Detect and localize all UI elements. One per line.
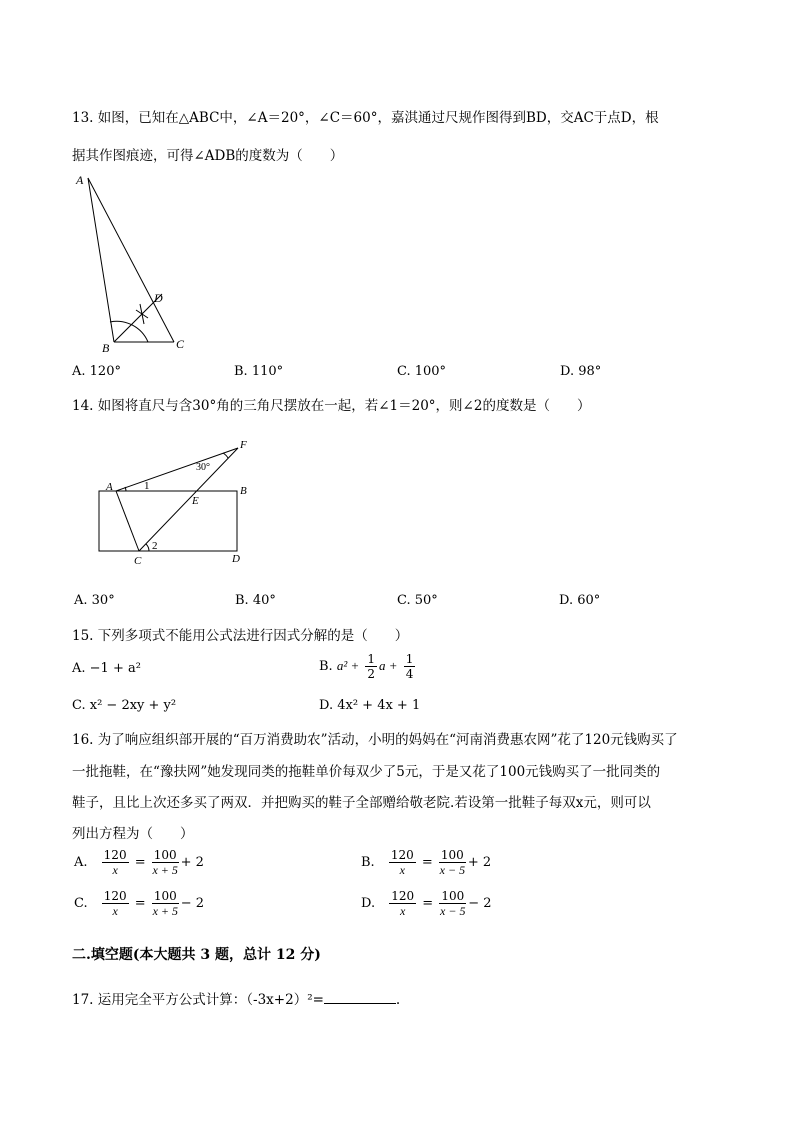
q13-option-a: A. 120° <box>72 364 121 379</box>
q15-option-b: B. a² + $\frac{1}{2}$ a + $\frac{1}{4}$ <box>319 652 414 681</box>
q16-option-b: B. $\frac{120}{x}$ = $\frac{100}{x - 5}$ + 2 <box>361 848 492 877</box>
q13-triangle-figure <box>68 168 198 354</box>
construction-cross <box>136 304 148 324</box>
label-angle-1: 1 <box>144 480 150 492</box>
label-angle-30: 30° <box>196 462 210 473</box>
label-e: E <box>192 495 199 507</box>
side-af <box>116 448 238 491</box>
q15-fraction-half: $\frac{1}{2}$ <box>367 652 376 681</box>
q13-option-c: C. 100° <box>397 364 447 379</box>
label-angle-2: 2 <box>152 540 158 552</box>
q16-text-line1: 为了响应组织部开展的“百万消费助农”活动，小明的妈妈在“河南消费惠农网”花了120元钱购买了 <box>97 732 678 748</box>
label-d: D <box>154 291 163 305</box>
label-d: D <box>232 553 240 565</box>
q14-ruler-figure <box>92 436 262 568</box>
q15-option-a: A. −1 + a² <box>72 661 141 676</box>
q15-fraction-quarter: $\frac{1}{4}$ <box>405 652 414 681</box>
q17-line: 17. 运用完全平方公式计算：（-3x+2）²= . <box>72 992 401 1008</box>
label-f: F <box>240 439 247 451</box>
section-heading: 二.填空题(本大题共 3 题，总计 12 分) <box>72 947 321 963</box>
q14-line <box>72 394 590 414</box>
q14-option-b: B. 40° <box>235 593 276 608</box>
q15-line <box>72 624 408 644</box>
q15-option-d: D. 4x² + 4x + 1 <box>319 698 421 713</box>
q14-number: 14. <box>72 398 94 414</box>
construction-arc <box>110 321 148 342</box>
q17-number: 17. <box>72 992 94 1008</box>
q13-number: 13. <box>72 110 94 126</box>
q14-option-a: A. 30° <box>74 593 115 608</box>
q13-text-line2: 据其作图痕迹，可得∠ADB的度数为（ ） <box>72 148 344 164</box>
label-b: B <box>102 341 110 354</box>
q16-option-a: A. $\frac{120}{x}$ = $\frac{100}{x + 5}$ + 2 <box>74 848 204 877</box>
angle-2-arc <box>146 544 149 551</box>
q14-text: 如图将直尺与含30°角的三角尺摆放在一起，若∠1＝20°，则∠2的度数是（ ） <box>97 398 591 414</box>
q16-text-line2: 一批拖鞋，在“豫扶网”她发现同类的拖鞋单价每双少了5元，于是又花了100元钱购买了一批同类的 <box>72 764 661 780</box>
label-a: A <box>76 173 84 187</box>
q14-option-d: D. 60° <box>559 593 601 608</box>
q16-option-c: C. $\frac{120}{x}$ = $\frac{100}{x + 5}$ − 2 <box>74 889 205 918</box>
q13-option-d: D. 98° <box>560 364 602 379</box>
q16-option-d: D. $\frac{120}{x}$ = $\frac{100}{x - 5}$ − 2 <box>361 889 492 918</box>
q17-answer-blank[interactable] <box>324 991 396 1004</box>
q13-option-b: B. 110° <box>234 364 284 379</box>
q15-text: 下列多项式不能用公式法进行因式分解的是（ ） <box>97 628 409 644</box>
label-c: C <box>134 555 142 567</box>
q16-text-line4: 列出方程为（ ） <box>72 826 194 842</box>
q16-text-line3: 鞋子，且比上次还多买了两双．并把购买的鞋子全部赠给敬老院.若设第一批鞋子每双x元，则可以 <box>72 795 651 811</box>
q13-line1 <box>72 106 659 126</box>
q15-option-c: C. x² − 2xy + y² <box>72 698 177 713</box>
label-c: C <box>176 337 185 351</box>
q16-number: 16. <box>72 732 94 748</box>
q16-line1 <box>72 728 678 748</box>
label-a: A <box>106 481 113 493</box>
angle-30-arc <box>223 453 228 458</box>
side-ac <box>116 491 139 551</box>
q13-text-line1: 如图，已知在△ABC中，∠A＝20°，∠C＝60°，嘉淇通过尺规作图得到BD，交AC于点D，根 <box>97 110 659 126</box>
q15-number: 15. <box>72 628 94 644</box>
label-b: B <box>240 485 247 497</box>
side-cf <box>139 448 238 551</box>
q17-text: 运用完全平方公式计算：（-3x+2）²= <box>97 992 324 1008</box>
q14-option-c: C. 50° <box>397 593 438 608</box>
